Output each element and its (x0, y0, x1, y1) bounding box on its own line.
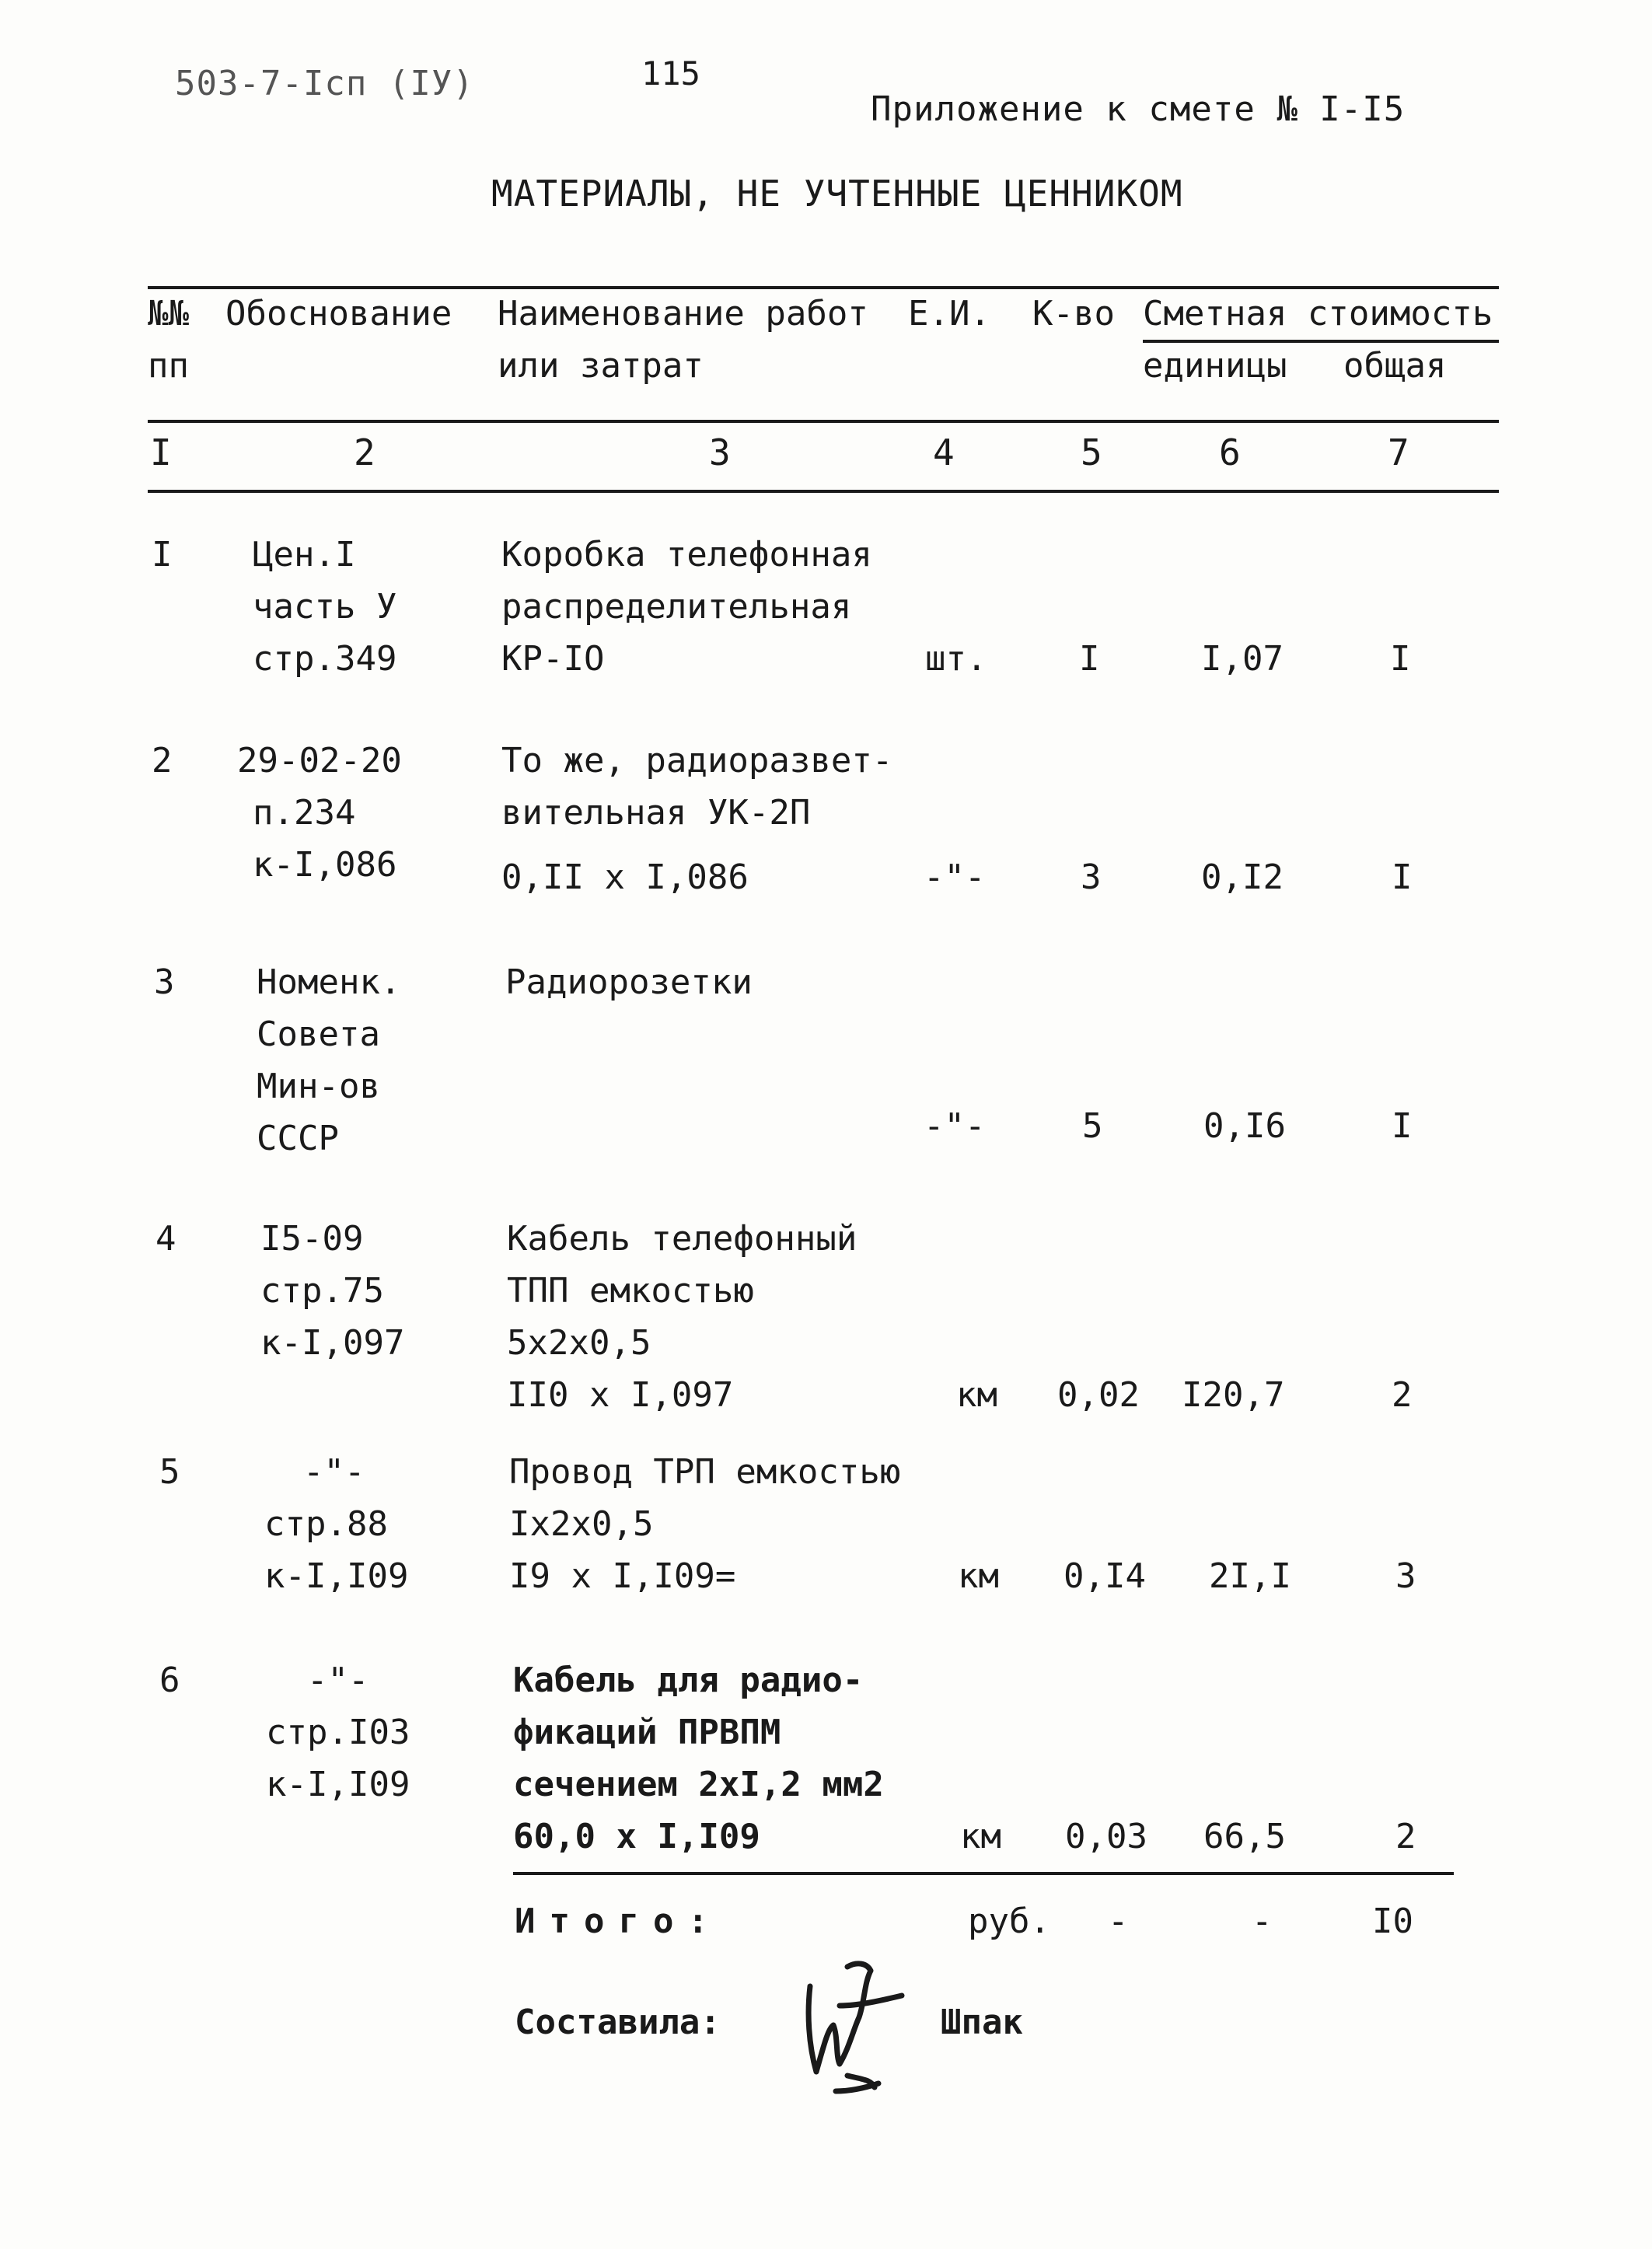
header-cost-group: Сметная стоимость (1143, 294, 1493, 334)
row-name: фикаций ПРВПМ (513, 1713, 781, 1752)
column-number: 4 (933, 431, 955, 473)
total-unit: руб. (968, 1902, 1050, 1941)
row-number: 5 (159, 1452, 180, 1492)
row-cost-total: I (1392, 1106, 1413, 1146)
header-cost-total: общая (1343, 346, 1447, 386)
row-cost-unit: 66,5 (1203, 1817, 1286, 1856)
row-name: КР-IO (501, 639, 605, 679)
header-bottom-rule (148, 420, 1499, 423)
row-name: 60,0 x I,I09 (513, 1817, 760, 1856)
row-unit: км (958, 1556, 999, 1596)
row-name: Ix2x0,5 (509, 1504, 654, 1544)
table-top-rule (148, 286, 1499, 289)
row-unit: -"- (924, 1106, 986, 1146)
row-basis: стр.I03 (266, 1713, 410, 1752)
row-number: I (152, 535, 173, 574)
row-basis: к-I,086 (253, 845, 397, 885)
header-num-line1: №№ (148, 294, 189, 334)
column-number: 7 (1388, 431, 1409, 473)
page-number: 115 (641, 54, 700, 93)
document-code: 503-7-Iсп (IУ) (175, 64, 474, 103)
column-number: 5 (1081, 431, 1102, 473)
row-cost-unit: 2I,I (1209, 1556, 1291, 1596)
row-basis: I5-09 (260, 1219, 364, 1259)
row-basis: часть У (253, 587, 397, 627)
row-cost-total: 2 (1392, 1375, 1413, 1415)
column-number: 2 (354, 431, 375, 473)
row-cost-unit: I20,7 (1182, 1375, 1285, 1415)
row-name: II0 x I,097 (507, 1375, 734, 1415)
appendix-label: Приложение к смете № I-I5 (871, 89, 1406, 129)
row-name: вительная УК-2П (501, 793, 811, 833)
row-number: 3 (154, 962, 175, 1002)
row-basis: -"- (303, 1452, 365, 1492)
row-qty: I (1079, 639, 1100, 679)
row-cost-total: 2 (1395, 1817, 1416, 1856)
compiled-by-label: Составила: (515, 2003, 721, 2042)
row-qty: 5 (1082, 1106, 1103, 1146)
header-name-line1: Наименование работ (498, 294, 868, 334)
row-cost-total: I (1392, 857, 1413, 897)
page-title: МАТЕРИАЛЫ, НЕ УЧТЕННЫЕ ЦЕННИКОМ (491, 173, 1183, 215)
total-label: Итого: (515, 1902, 722, 1941)
row-name: 5x2x0,5 (507, 1323, 651, 1363)
row-basis: 29-02-20 (237, 741, 402, 781)
row-name: То же, радиоразвет- (501, 741, 893, 781)
row-qty: 0,02 (1057, 1375, 1140, 1415)
header-basis: Обоснование (225, 294, 452, 334)
row-basis: к-I,I09 (264, 1556, 409, 1596)
row-number: 6 (159, 1661, 180, 1700)
compiler-name: Шпак (941, 2003, 1023, 2042)
row-number: 2 (152, 741, 173, 781)
row-basis: Совета (257, 1014, 380, 1054)
total-rule (513, 1872, 1454, 1875)
row-name: Провод ТРП емкостью (509, 1452, 901, 1492)
row-basis: стр.349 (253, 639, 397, 679)
row-number: 4 (155, 1219, 176, 1259)
row-unit: шт. (925, 639, 987, 679)
row-unit: -"- (924, 857, 986, 897)
column-number: I (150, 431, 172, 473)
row-basis: Мин-ов (257, 1067, 380, 1106)
total-cost-total: I0 (1372, 1902, 1413, 1941)
row-name: Кабель для радио- (513, 1661, 864, 1700)
row-cost-unit: 0,I6 (1203, 1106, 1286, 1146)
column-number: 6 (1219, 431, 1241, 473)
row-basis: -"- (307, 1661, 369, 1700)
row-basis: к-I,097 (260, 1323, 405, 1363)
header-qty: К-во (1032, 294, 1115, 334)
header-name-line2: или затрат (498, 346, 704, 386)
row-name: Коробка телефонная (501, 535, 872, 574)
row-unit: км (960, 1817, 1001, 1856)
column-number-bottom-rule (148, 490, 1499, 493)
row-name: распределительная (501, 587, 852, 627)
header-num-line2: пп (148, 346, 189, 386)
row-name: сечением 2xI,2 мм2 (513, 1765, 884, 1804)
row-basis: к-I,I09 (266, 1765, 410, 1804)
row-cost-total: 3 (1395, 1556, 1416, 1596)
row-basis: п.234 (253, 793, 356, 833)
header-unit: Е.И. (908, 294, 990, 334)
row-basis: СССР (257, 1119, 339, 1158)
row-basis: Цен.I (253, 535, 356, 574)
row-name: Кабель телефонный (507, 1219, 857, 1259)
cost-group-underline (1143, 340, 1499, 343)
row-name: I9 x I,I09= (509, 1556, 736, 1596)
row-unit: км (956, 1375, 997, 1415)
row-basis: Номенк. (257, 962, 401, 1002)
column-number: 3 (709, 431, 731, 473)
row-cost-unit: I,07 (1201, 639, 1284, 679)
row-basis: стр.75 (260, 1271, 384, 1311)
row-qty: 3 (1081, 857, 1102, 897)
row-qty: 0,03 (1065, 1817, 1147, 1856)
total-cost-unit: - (1252, 1902, 1273, 1941)
handwritten-signature (793, 1940, 910, 2095)
row-cost-unit: 0,I2 (1201, 857, 1284, 897)
row-cost-total: I (1390, 639, 1411, 679)
row-name: 0,II x I,086 (501, 857, 749, 897)
row-qty: 0,I4 (1063, 1556, 1146, 1596)
row-basis: стр.88 (264, 1504, 388, 1544)
header-cost-unit: единицы (1143, 346, 1287, 386)
total-qty: - (1108, 1902, 1129, 1941)
row-name: ТПП емкостью (507, 1271, 754, 1311)
row-name: Радиорозетки (505, 962, 753, 1002)
